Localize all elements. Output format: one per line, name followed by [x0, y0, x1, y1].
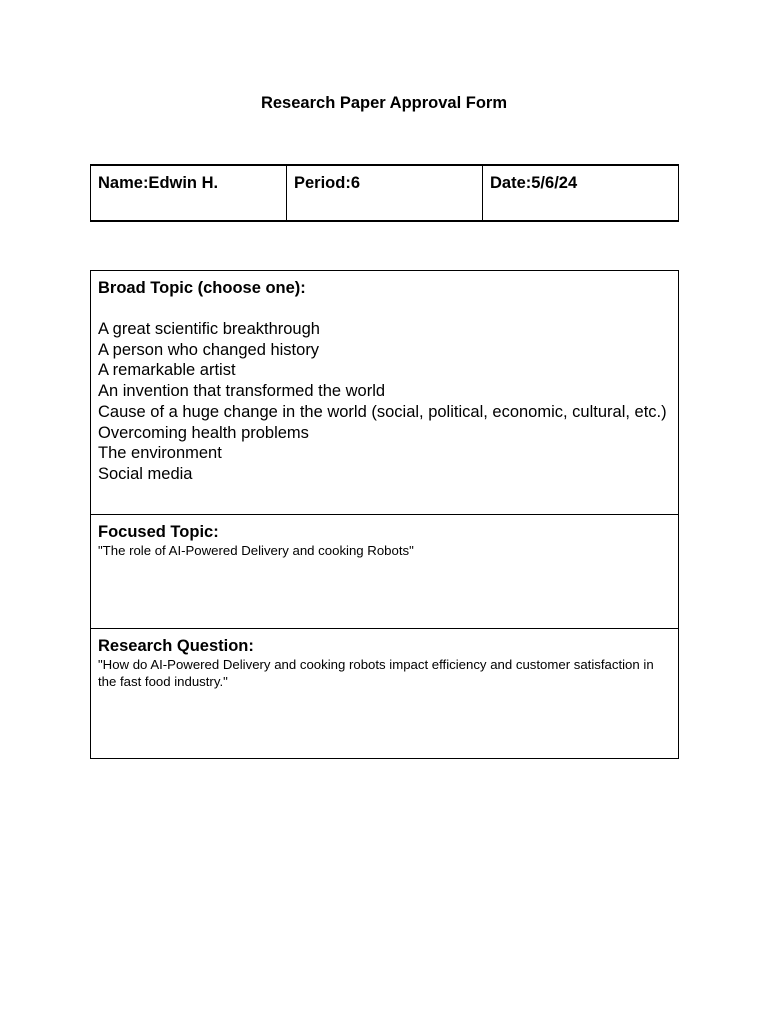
focused-topic-value: "The role of AI-Powered Delivery and cooking Robots": [98, 543, 414, 558]
broad-topic-option: Social media: [98, 464, 193, 483]
broad-topic-heading: Broad Topic (choose one):: [98, 279, 306, 297]
student-info-table: [90, 164, 679, 222]
submission-date: Date:5/6/24: [482, 166, 678, 220]
broad-topic-option: A person who changed history: [98, 340, 320, 359]
broad-topic-option: An invention that transformed the world: [98, 382, 386, 401]
broad-topic-section: [91, 271, 678, 514]
research-question-section: [91, 628, 678, 758]
broad-topic-option: A remarkable artist: [98, 361, 236, 380]
research-question-heading: Research Question:: [98, 637, 254, 655]
topic-table: [90, 270, 679, 759]
broad-topic-option: A great scientific breakthrough: [98, 320, 320, 338]
broad-topic-option: The environment: [98, 444, 222, 463]
broad-topic-option: Cause of a huge change in the world (social, political, economic, cultural, etc.): [98, 402, 667, 421]
focused-topic-heading: Focused Topic:: [98, 523, 219, 541]
focused-topic-section: [91, 514, 678, 628]
class-period: Period:6: [286, 166, 482, 220]
research-question-value: "How do AI-Powered Delivery and cooking robots impact efficiency and customer satisfaction in the fast food industry.": [98, 657, 654, 689]
student-name: Name:Edwin H.: [98, 174, 219, 192]
form-title: Research Paper Approval Form: [260, 94, 508, 112]
broad-topic-option: Overcoming health problems: [98, 423, 309, 442]
broad-topic-list: [98, 319, 671, 485]
